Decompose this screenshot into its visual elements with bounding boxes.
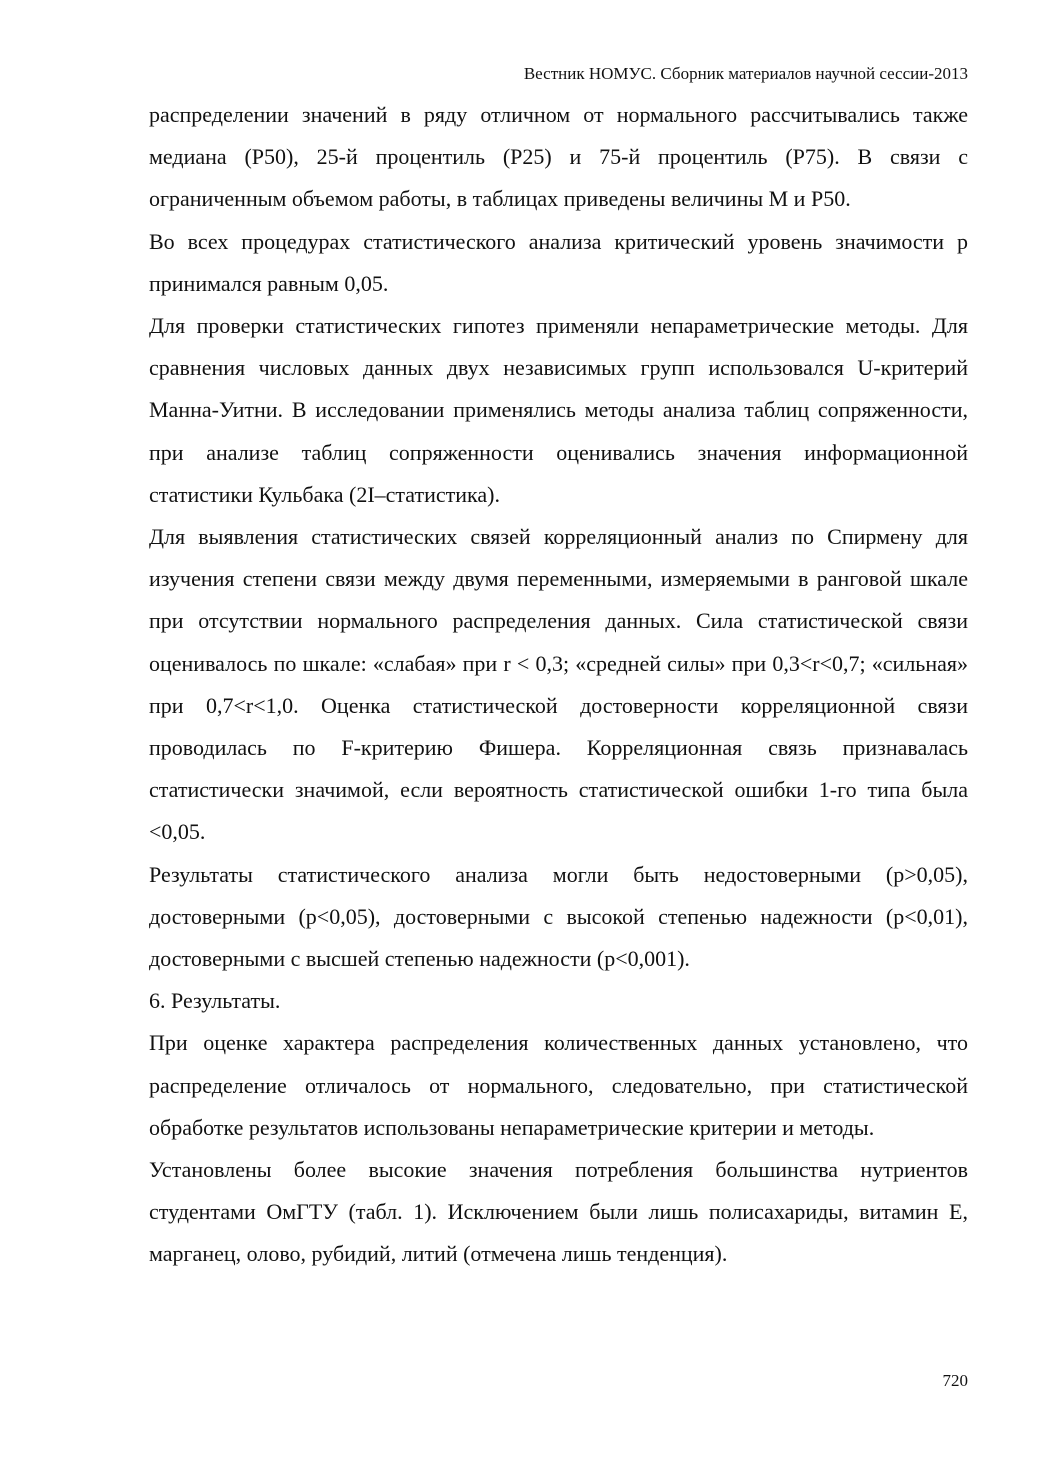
section-heading-results: 6. Результаты. [149,988,281,1014]
document-body [149,94,968,1276]
paragraph-result-reliability: Результаты статистического анализа могли быть недостоверными (p>0,05), достоверными (p<0,05), достоверными с высокой степенью надежности (p<0,01), достоверными с высшей степенью надежности (p<0,001). [149,861,968,972]
paragraph-hypothesis-testing: Для проверки статистических гипотез применяли непараметрические методы. Для сравнения числовых данных двух независимых групп использовался U-критерий Манна-Уитни. В исследовании применялись методы анализа таблиц сопряженности, при анализе таблиц сопряженности оценивались значения информационной статистики Кульбака (2I–статистика). [149,313,968,507]
page-number: 720 [942,1371,968,1390]
paragraph-nutrient-consumption: Установлены более высокие значения потребления большинства нутриентов студентами ОмГТУ (табл. 1). Исключением были лишь полисахариды, витамин Е, марганец, олово, рубидий, литий (отмечена лишь тенденция). [149,1157,968,1267]
running-header: Вестник НОМУС. Сборник материалов научной сессии-2013 [523,64,968,83]
paragraph-significance-level: Во всех процедурах статистического анализа критический уровень значимости p принимался равным 0,05. [149,228,968,296]
paragraph-statistics-median: распределении значений в ряду отличном от нормального рассчитывались также медиана (P50), 25-й процентиль (P25) и 75-й процентиль (P75). В связи с ограниченным объемом работы, в таблицах приведены величины M и P50. [149,102,968,212]
paragraph-correlation-analysis: Для выявления статистических связей корреляционный анализ по Спирмену для изучения степени связи между двумя переменными, измеряемыми в ранговой шкале при отсутствии нормального распределения данных. Сила статистической связи оценивалось по шкале: «слабая» при r < 0,3; «средней силы» при 0,3<r<0,7; «сильная» при 0,7<r<1,0. Оценка статистической достоверности корреляционной связи проводилась по F-критерию Фишера. Корреляционная связь признавалась статистически значимой, если вероятность статистической ошибки 1-го типа была <0,05. [149,524,968,845]
paragraph-distribution: При оценке характера распределения количественных данных установлено, что распределение отличалось от нормального, следовательно, при статистической обработке результатов использованы непараметрические критерии и методы. [149,1030,968,1140]
